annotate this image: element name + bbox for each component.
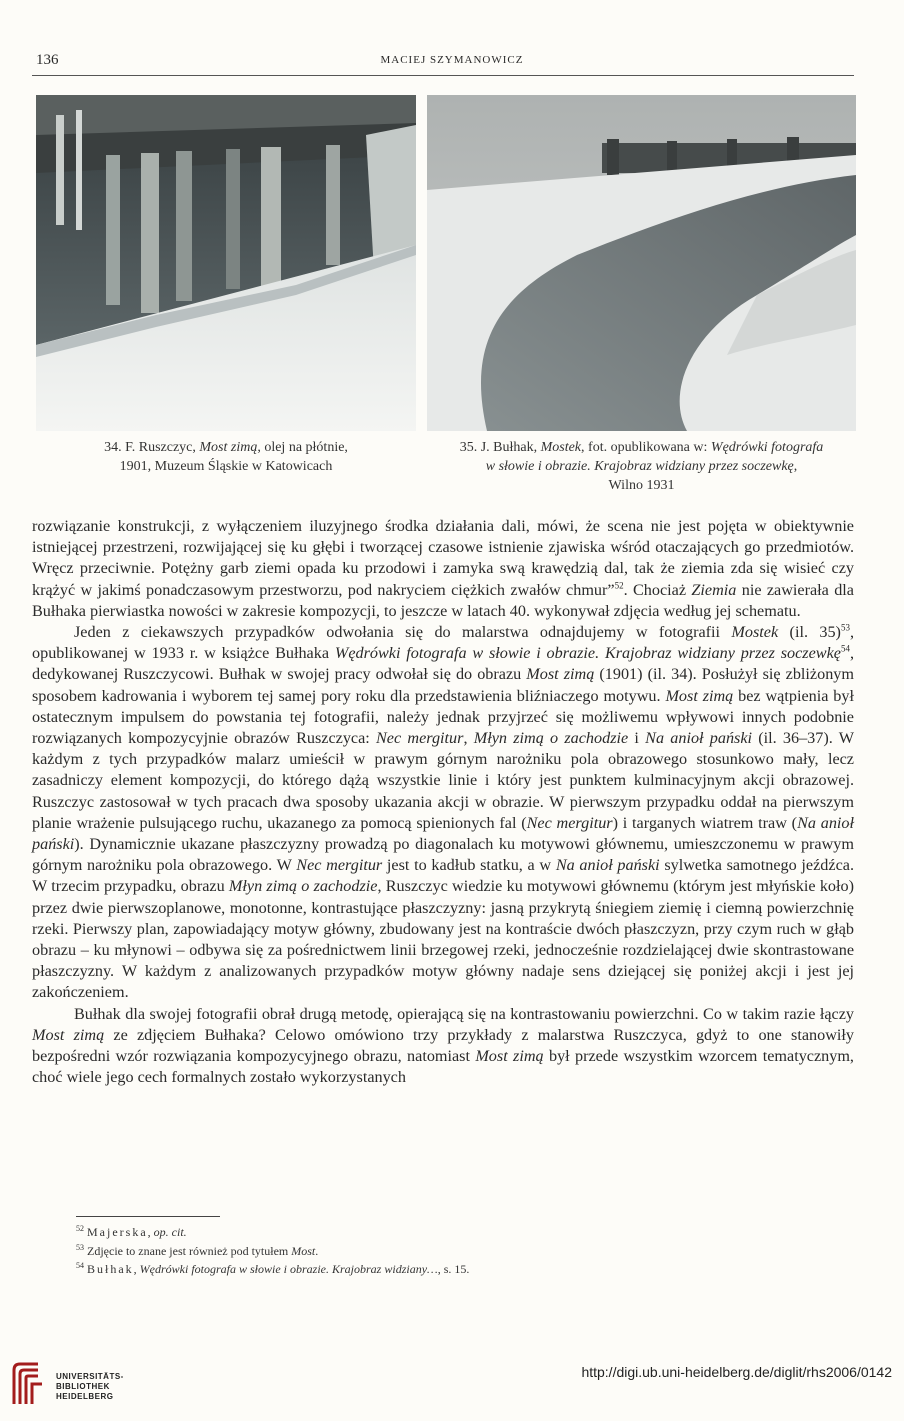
library-logo[interactable] xyxy=(10,1360,180,1408)
header-rule xyxy=(32,75,854,76)
paragraph-1: rozwiązanie konstrukcji, z wyłączeniem iluzyjnego środka działania dali, mówi, że scena nie jest pojęta w obiektywnie istniejącej przestrzeni, rozwijającej się ku głębi i tworzącej czasowe istnienie zjawiska wśród otaczających go przedmiotów. Wręcz przeciwnie. Potężny garb ziemi opada ku przodowi i zamyka swą krawędzią dal, tak że ziemia zda się wisieć czy krążyć w jakimś ponadczasowym przestworzu, pod nakryciem ciężkich zwałów chmur”$^{52}$. Chociaż Ziemia nie zawierała dla Bułhaka pierwiastka nowości w zakresie kompozycji, to jeszcze w latach 40. wykonywał zdjęcia według jej schematu. xyxy=(32,517,854,620)
footnote-53: $^{53}$ Zdjęcie to znane jest również pod tytułem Most. xyxy=(76,1242,319,1258)
library-emblem-icon xyxy=(10,1360,46,1408)
figure-34-painting xyxy=(36,95,416,431)
footnotes xyxy=(76,1223,776,1279)
source-url-link[interactable]: http://digi.ub.uni-heidelberg.de/diglit/rhs2006/0142 xyxy=(581,1364,892,1380)
painting-most-zima-image xyxy=(36,95,416,431)
figure-34-caption: 34. F. Ruszczyc, Most zimą, olej na płótnie, 1901, Muzeum Śląskie w Katowicach xyxy=(104,440,348,474)
running-head: MACIEJ SZYMANOWICZ xyxy=(380,54,524,66)
page-number: 136 xyxy=(36,52,59,68)
figure-35-caption: 35. J. Bułhak, Mostek, fot. opublikowana w: Wędrówki fotografa w słowie i obrazie. Krajobraz widziany przez soczewkę, Wilno 1931 xyxy=(459,440,824,493)
paragraph-3: Bułhak dla swojej fotografii obrał drugą metodę, opierającą się na kontrastowaniu powierzchni. Co w takim razie łączy Most zimą ze zdjęciem Bułhaka? Celowo omówiono trzy przykłady z malarstwa Ruszczyca, gdyż to one stanowiły bezpośredni wzór rozwiązania kompozycyjnego obrazu, natomiast Most zimą był przede wszystkim wzorcem tematycznym, choć wiele jego cech formalnych zostało wykorzystanych xyxy=(32,1004,854,1087)
footnote-rule xyxy=(76,1216,220,1217)
library-name: UNIVERSITÄTS- BIBLIOTHEK HEIDELBERG xyxy=(56,1372,124,1401)
footnote-54: $^{54}$ Bułhak, Wędrówki fotografa w słowie i obrazie. Krajobraz widziany…, s. 15. xyxy=(76,1261,470,1276)
footnote-52: $^{52}$ Majerska, op. cit. xyxy=(76,1224,187,1239)
figure-35-photograph xyxy=(427,95,856,431)
body-text xyxy=(32,516,854,1088)
photograph-mostek-image xyxy=(427,95,856,431)
paragraph-2: Jeden z ciekawszych przypadków odwołania się do malarstwa odnajdujemy w fotografii Mostek (il. 35)$^{53}$, opublikowanej w 1933 r. w książce Bułhaka Wędrówki fotografa w słowie i obrazie. Krajobraz widziany przez soczewkę$^{54}$, dedykowanej Ruszczycowi. Bułhak w swojej pracy odwołał się do obrazu Most zimą (1901) (il. 34). Posłużył się zbliżonym sposobem kadrowania i wyborem tej samej pory roku dla przedstawienia bliźniaczego motywu. Most zimą bez wątpienia był ostatecznym impulsem do powstania tej fotografii, należy jednak przyjrzeć się możliwemu wpływowi innych podobnie rozwiązanych kompozycyjnie obrazów Ruszczyca: Nec mergitur, Młyn zimą o zachodzie i Na anioł pański (il. 36–37). W każdym z tych przypadków malarz umieścił w prawym górnym narożniku pola obrazowego stosunkowo mały, lecz zasadniczy element kompozycji, do którego dążą wszystkie linie i który jest punktem kulminacyjnym akcji obrazowej. Ruszczyc zastosował w tych pracach dwa sposoby ukazania akcji w obrazie. W pierwszym przypadku oddał na pierwszym planie wrażenie pulsującego ruchu, ukazanego za pomocą spienionych fal (Nec mergitur) i targanych wiatrem traw (Na anioł pański). Dynamicznie ukazane płaszczyzny prowadzą po diagonalach ku motywowi głównemu, umieszczonemu w prawym górnym narożniku pola obrazowego. W Nec mergitur jest to kadłub statku, a w Na anioł pański sylwetka samotnego jeźdźca. W trzecim przypadku, obrazu Młyn zimą o zachodzie, Ruszczyc wiedzie ku motywowi głównemu (którym jest młyńskie koło) przez dwie pierwszoplanowe, monotonne, kontrastujące płaszczyzny: jasną przykrytą śniegiem ziemię i ciemną powierzchnię rzeki. Pierwszy plan, zapowiadający motyw główny, zbudowany jest na kontraście dwóch płaszczyzn, przy czym ruch w głąb obrazu – ku młynowi – odbywa się za pośrednictwem linii brzegowej rzeki, jednocześnie rozdzielającej dwie skontrastowane płaszczyzny. W każdym z analizowanych przypadków motyw główny nadaje sens dziejącej się poniżej akcji i jest jej zakończeniem. xyxy=(32,622,855,1002)
